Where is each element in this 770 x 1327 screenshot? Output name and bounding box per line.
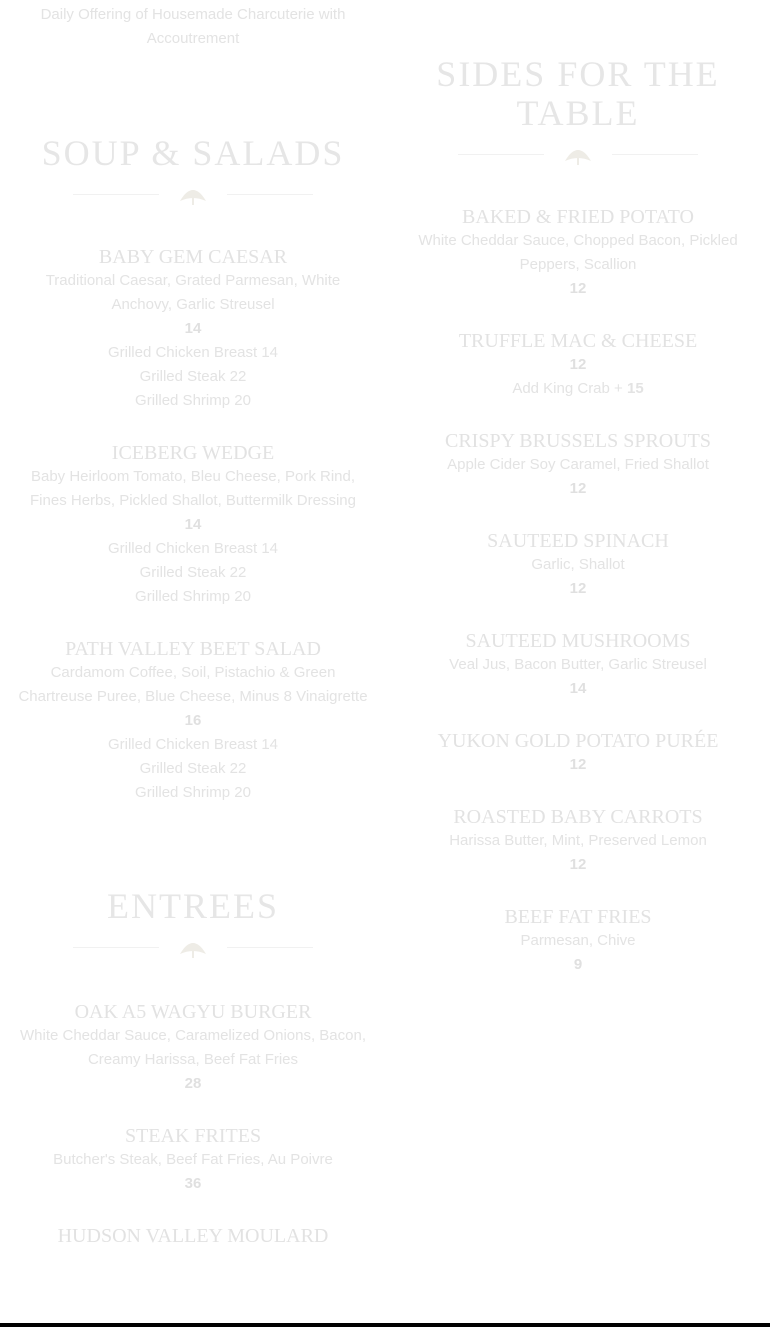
item-name: SAUTEED SPINACH [487, 530, 669, 552]
item-description: Parmesan, Chive [520, 932, 636, 949]
menu-item [418, 429, 738, 501]
item-description: Cardamom Coffee, Soil, Pistachio & Green Chartreuse Puree, Blue Cheese, Minus 8 Vinaigrette [18, 664, 368, 705]
item-name: HUDSON VALLEY MOULARD [57, 1225, 329, 1247]
item-price: 36 [184, 1175, 202, 1192]
menu-item [418, 805, 738, 877]
item-name: PATH VALLEY BEET SALAD [65, 638, 321, 660]
item-name: SAUTEED MUSHROOMS [465, 630, 691, 652]
viewport-bottom-edge [0, 1323, 770, 1327]
addon-price: 15 [626, 380, 644, 397]
item-price: 9 [573, 956, 583, 973]
item-price: 14 [184, 320, 202, 337]
item-name: BAKED & FRIED POTATO [462, 206, 694, 228]
item-addon: Grilled Chicken Breast 14 [107, 344, 279, 361]
menu-item [418, 329, 738, 401]
menu-column-right [418, 0, 738, 977]
item-description: Traditional Caesar, Grated Parmesan, White Anchovy, Garlic Streusel [45, 272, 341, 313]
item-addon: Grilled Steak 22 [139, 760, 247, 777]
menu-item [15, 441, 371, 609]
section-title-soup-salads: SOUP & SALADS [41, 133, 345, 173]
item-name: TRUFFLE MAC & CHEESE [458, 330, 698, 352]
charcuterie-description: Daily Offering of Housemade Charcuterie with Accoutrement [40, 6, 346, 47]
item-description: Butcher's Steak, Beef Fat Fries, Au Poivre [53, 1151, 333, 1168]
item-addon [418, 377, 738, 401]
section-divider [73, 185, 313, 205]
item-price: 12 [569, 356, 587, 373]
item-price: 28 [184, 1075, 202, 1092]
item-price: 12 [569, 756, 587, 773]
leaf-ornament-icon [178, 185, 208, 205]
item-addon: Grilled Steak 22 [139, 368, 247, 385]
item-description: Harissa Butter, Mint, Preserved Lemon [449, 832, 707, 849]
item-name: YUKON GOLD POTATO PURÉE [437, 730, 719, 752]
section-title-sides: SIDES FOR THE TABLE [436, 54, 720, 133]
item-price: 12 [569, 856, 587, 873]
leaf-ornament-icon [178, 938, 208, 958]
item-name: OAK A5 WAGYU BURGER [74, 1001, 312, 1023]
item-price: 12 [569, 480, 587, 497]
leaf-ornament-icon [563, 145, 593, 165]
item-price: 12 [569, 280, 587, 297]
item-name: CRISPY BRUSSELS SPROUTS [444, 430, 712, 452]
item-description: Garlic, Shallot [531, 556, 625, 573]
menu-item [15, 245, 371, 413]
item-addon: Grilled Steak 22 [139, 564, 247, 581]
item-name: STEAK FRITES [124, 1125, 262, 1147]
item-addon: Grilled Shrimp 20 [135, 392, 251, 409]
menu-item [15, 1124, 371, 1196]
item-name: ROASTED BABY CARROTS [453, 806, 703, 828]
item-addon: Grilled Shrimp 20 [135, 588, 251, 605]
menu-item [15, 1000, 371, 1096]
item-description: White Cheddar Sauce, Chopped Bacon, Pickled Peppers, Scallion [418, 232, 738, 273]
menu-item [15, 1224, 371, 1248]
item-price: 12 [569, 580, 587, 597]
item-price: 14 [569, 680, 587, 697]
item-description: White Cheddar Sauce, Caramelized Onions, Bacon, Creamy Harissa, Beef Fat Fries [19, 1027, 366, 1068]
item-price: 16 [184, 712, 202, 729]
menu-item [418, 529, 738, 601]
menu-item [418, 629, 738, 701]
menu-item [15, 637, 371, 805]
section-divider [458, 145, 698, 165]
item-description: Apple Cider Soy Caramel, Fried Shallot [447, 456, 709, 473]
item-addon: Grilled Shrimp 20 [135, 784, 251, 801]
menu-item [418, 205, 738, 301]
item-name: BEEF FAT FRIES [504, 906, 652, 928]
item-addon: Grilled Chicken Breast 14 [107, 736, 279, 753]
section-divider [73, 938, 313, 958]
section-title-entrees: ENTREES [107, 886, 279, 926]
menu-item [418, 729, 738, 777]
menu-column-left [15, 0, 371, 1248]
item-description: Veal Jus, Bacon Butter, Garlic Streusel [449, 656, 707, 673]
item-name: BABY GEM CAESAR [98, 246, 288, 268]
addon-label: Add King Crab + [512, 380, 623, 397]
item-addon: Grilled Chicken Breast 14 [107, 540, 279, 557]
item-description: Baby Heirloom Tomato, Bleu Cheese, Pork Rind, Fines Herbs, Pickled Shallot, Buttermilk Dressing [30, 468, 356, 509]
item-name: ICEBERG WEDGE [111, 442, 275, 464]
item-price: 14 [184, 516, 202, 533]
menu-item [418, 905, 738, 977]
